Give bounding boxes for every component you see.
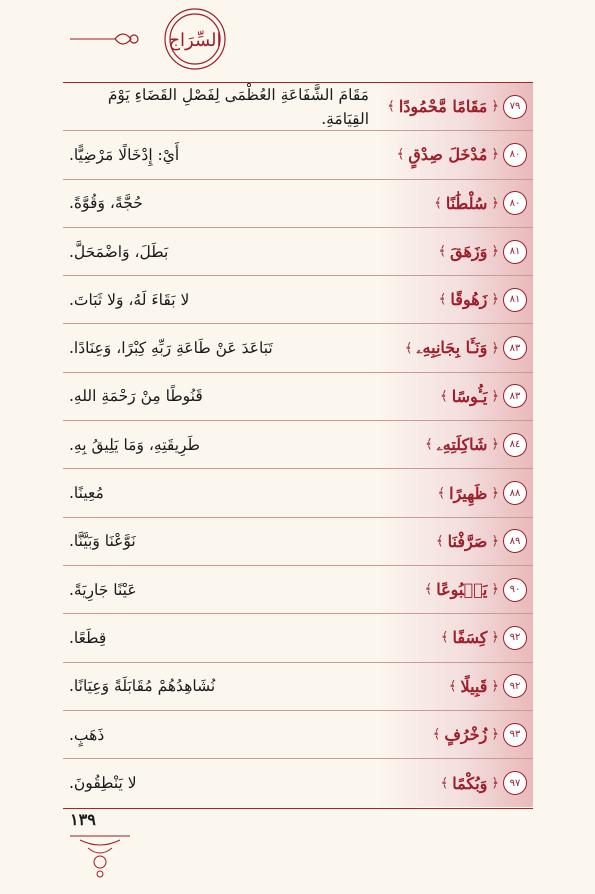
table-row: [63, 711, 533, 759]
bottom-ornament: [70, 830, 130, 880]
table-row: [63, 421, 533, 469]
verse-number-badge: ٩٢: [503, 674, 527, 698]
bracket-open: ﴿: [491, 195, 499, 211]
verse-number-badge: ٨١: [503, 288, 527, 312]
meaning-text: حُجَّةً، وَقُوَّةً.: [69, 194, 143, 213]
verse-number-badge: ٩٣: [503, 723, 527, 747]
word-cell: [379, 469, 533, 516]
word-cell: [379, 663, 533, 710]
table-row: [63, 276, 533, 324]
verse-number-badge: ٨٣: [503, 384, 527, 408]
meaning-text: لا بَقَاءَ لَهُ، وَلا ثَبَاتَ.: [69, 290, 190, 309]
glossary-table: [63, 82, 533, 809]
bracket-open: ﴿: [491, 727, 499, 742]
verse-number-badge: ٧٩: [503, 95, 527, 119]
quranic-word: مَقَامًا مَّحْمُودًا: [398, 97, 488, 117]
quranic-word: صَرَّفْنَا: [447, 531, 488, 551]
word-cell: [379, 83, 533, 130]
bracket-open: ﴿: [491, 99, 499, 115]
word-cell: [379, 228, 533, 275]
word-cell: [379, 180, 533, 227]
header-title-ornament: [70, 8, 235, 70]
table-row: [63, 180, 533, 228]
header-title: السِّرَاج: [168, 30, 222, 51]
quranic-word: وَنَـَٔا بِجَانِبِهِۦ: [416, 338, 488, 358]
table-row: [63, 518, 533, 566]
meaning-text: قَنُوطًا مِنْ رَحْمَةِ اللهِ.: [69, 387, 203, 406]
bracket-close: ﴾: [440, 388, 448, 404]
meaning-text: تَبَاعَدَ عَنْ طَاعَةِ رَبِّهِ كِبْرًا، وَعِنَادًا.: [69, 339, 273, 358]
bracket-open: ﴿: [491, 582, 499, 598]
verse-number-badge: ٩٢: [503, 626, 527, 650]
bracket-close: ﴾: [448, 678, 457, 694]
bracket-close: ﴾: [440, 630, 449, 646]
verse-number-badge: ٨٣: [503, 336, 527, 360]
bracket-open: ﴿: [491, 292, 499, 308]
meaning-text: مُعِينًا.: [69, 484, 104, 503]
table-row: [63, 131, 533, 179]
bracket-open: ﴿: [491, 388, 499, 404]
bracket-open: ﴿: [491, 630, 499, 646]
page-number: ١٣٩: [70, 810, 96, 829]
table-row: [63, 759, 533, 807]
bracket-open: ﴿: [491, 244, 499, 260]
bracket-open: ﴿: [491, 437, 499, 453]
bracket-close: ﴾: [438, 292, 447, 308]
bracket-close: ﴾: [440, 775, 449, 791]
bracket-close: ﴾: [438, 244, 447, 260]
bracket-open: ﴿: [491, 340, 499, 356]
verse-number-badge: ٩٧: [503, 771, 527, 795]
quranic-word: يَنۢبُوعًا: [436, 580, 488, 600]
word-cell: [379, 421, 533, 468]
table-row: [63, 566, 533, 614]
verse-number-badge: ٩٠: [503, 578, 527, 602]
quranic-word: مُدْخَلَ صِدْقٍ: [408, 145, 488, 165]
word-cell: [379, 759, 533, 807]
word-cell: [379, 518, 533, 565]
meaning-text: عَيْنًا جَارِيَةً.: [69, 580, 137, 599]
quranic-word: شَاكِلَتِهِۦ: [436, 434, 488, 454]
table-row: [63, 614, 533, 662]
meaning-text: نُشَاهِدُهُمْ مُقَابَلَةً وَعِيَانًا.: [69, 677, 216, 696]
table-row: [63, 663, 533, 711]
verse-number-badge: ٨٠: [503, 191, 527, 215]
quranic-word: زُخْرُفٍ: [444, 725, 488, 744]
table-row: [63, 373, 533, 421]
meaning-text: مَقَامَ الشَّفَاعَةِ العُظْمَى لِفَصْلِ القَضَاءِ يَوْمَ القِيَامَةِ.: [107, 85, 369, 128]
bracket-close: ﴾: [435, 533, 444, 549]
quranic-word: سُلْطَٰنًا: [445, 193, 488, 213]
bracket-close: ﴾: [404, 340, 413, 356]
meaning-text: طَرِيقَتِهِ، وَمَا يَلِيقُ بِهِ.: [69, 435, 200, 454]
quranic-word: ظَهِيرًا: [449, 483, 488, 503]
word-cell: [379, 131, 533, 178]
bracket-close: ﴾: [387, 99, 395, 115]
bracket-close: ﴾: [437, 485, 446, 501]
bracket-close: ﴾: [434, 195, 442, 211]
meaning-text: ذَهَبٍ.: [69, 725, 105, 744]
bracket-open: ﴿: [491, 533, 499, 549]
verse-number-badge: ٨٤: [503, 433, 527, 457]
meaning-text: لا يَنْطِقُونَ.: [69, 774, 137, 793]
bracket-open: ﴿: [491, 147, 499, 163]
bracket-close: ﴾: [396, 147, 405, 163]
word-cell: [379, 711, 533, 758]
quranic-word: كِسَفًا: [452, 628, 488, 648]
word-cell: [379, 614, 533, 661]
quranic-word: قَبِيلًا: [460, 676, 488, 696]
table-row: [63, 324, 533, 372]
meaning-text: بَطَلَ، وَاضْمَحَلَّ.: [69, 242, 169, 261]
quranic-word: وَزَهَقَ: [450, 242, 488, 262]
table-row: [63, 83, 533, 131]
table-row: [63, 469, 533, 517]
word-cell: [379, 373, 533, 420]
meaning-text: قِطَعًا.: [69, 628, 107, 647]
meaning-text: أَيْ: إِدْخَالًا مَرْضِيًّا.: [69, 145, 180, 164]
verse-number-badge: ٨١: [503, 240, 527, 264]
quranic-word: وَبُكْمًا: [452, 773, 488, 793]
table-row: [63, 228, 533, 276]
bracket-close: ﴾: [425, 437, 433, 453]
word-cell: [379, 324, 533, 371]
bracket-open: ﴿: [491, 678, 499, 694]
bracket-close: ﴾: [424, 582, 433, 598]
word-cell: [379, 276, 533, 323]
verse-number-badge: ٨٨: [503, 481, 527, 505]
bracket-close: ﴾: [432, 727, 441, 742]
quranic-word: زَهُوقًا: [450, 290, 488, 310]
quranic-word: يَـُٔوسًا: [451, 386, 488, 406]
bracket-open: ﴿: [491, 775, 499, 791]
word-cell: [379, 566, 533, 613]
bracket-open: ﴿: [491, 485, 499, 501]
verse-number-badge: ٨٩: [503, 529, 527, 553]
meaning-text: نَوَّعْنَا وَبَيَّنَّا.: [69, 532, 136, 551]
verse-number-badge: ٨٠: [503, 143, 527, 167]
